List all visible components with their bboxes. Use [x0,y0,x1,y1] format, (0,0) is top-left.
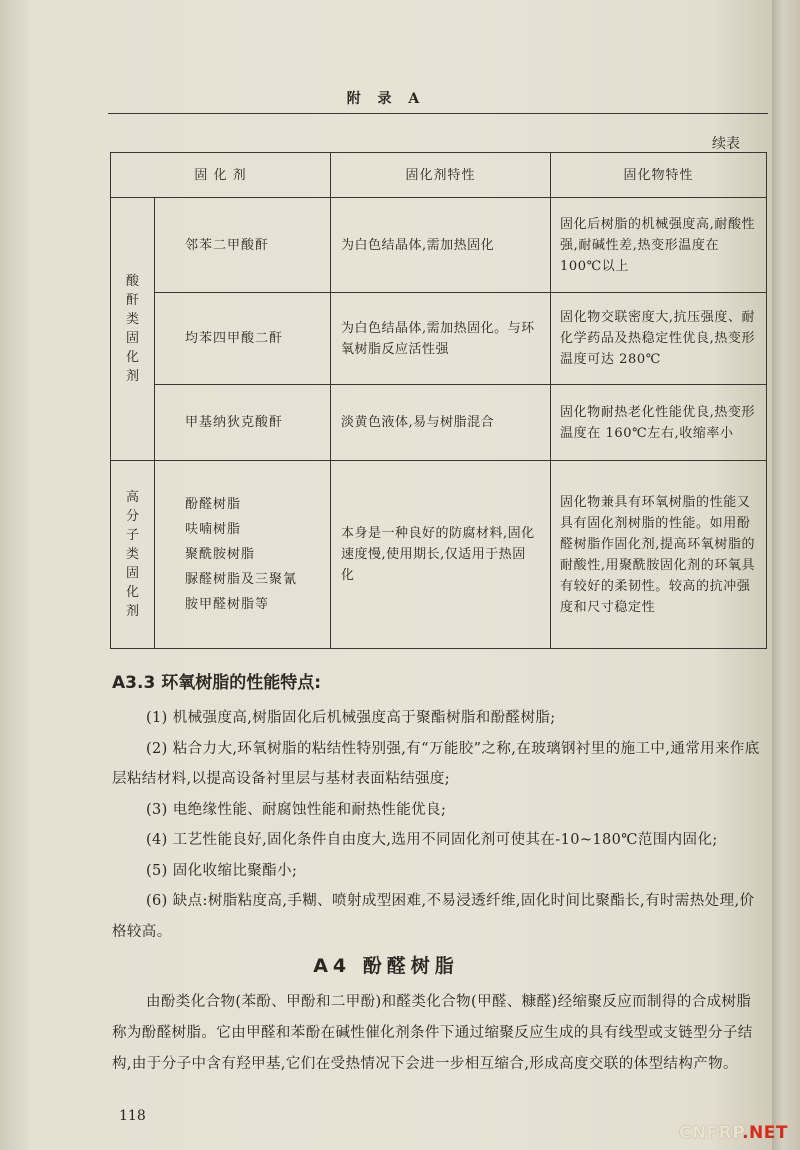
group-label-polymer: 高 分 子 类 固 化 剂 [111,461,155,649]
list-item: (5) 固化收缩比聚酯小; [146,862,298,879]
table-header-row [111,153,767,198]
cured-property: 固化物交联密度大,抗压强度、耐化学药品及热稳定性优良,热变形温度可达 280℃ [551,293,767,385]
agent-name: 均苯四甲酸二酐 [155,293,331,385]
list-item: (3) 电绝缘性能、耐腐蚀性能和耐热性能优良; [146,801,447,818]
cured-property: 固化物耐热老化性能优良,热变形温度在 160℃左右,收缩率小 [551,385,767,461]
running-head: 附 录 A [346,91,426,107]
agent-property: 为白色结晶体,需加热固化。与环氧树脂反应活性强 [331,293,551,385]
section-heading-a4: A4 酚醛树脂 [313,955,459,977]
watermark-logo: CNFRP.NET [678,1123,788,1143]
cured-property: 固化后树脂的机械强度高,耐酸性强,耐碱性差,热变形温度在100℃以上 [551,198,767,293]
list-item: (1) 机械强度高,树脂固化后机械强度高于聚酯树脂和酚醛树脂; [146,710,556,726]
a4-paragraph-block [112,987,766,1080]
agent-property: 淡黄色液体,易与树脂混合 [331,385,551,461]
curing-agent-table [110,152,767,649]
table-row [111,293,767,385]
header-agent-property: 固化剂特性 [331,153,551,198]
agent-name: 邻苯二甲酸酐 [155,198,331,293]
continued-label: 续表 [712,136,740,152]
page-number: 118 [119,1108,146,1124]
section-heading-a33: A3.3 环氧树脂的性能特点: [112,673,321,693]
list-item: (2) 粘合力大,环氧树脂的粘结性特别强,有“万能胶”之称,在玻璃钢衬里的施工中,通常用来作底层粘结材料,以提高设备衬里层与基材表面粘结强度; [112,740,760,787]
agent-property: 为白色结晶体,需加热固化 [331,198,551,293]
cured-property: 固化物兼具有环氧树脂的性能又具有固化剂树脂的性能。如用酚醛树脂作固化剂,提高环氧树脂的耐酸性,用聚酰胺固化剂的环氧具有较好的柔韧性。较高的抗冲强度和尺寸稳定性 [551,461,767,649]
table-row [111,461,767,649]
property-list [112,703,766,947]
list-item: (6) 缺点:树脂粘度高,手糊、喷射成型困难,不易浸透纤维,固化时间比聚酯长,有时需热处理,价格较高。 [112,893,755,940]
agent-property: 本身是一种良好的防腐材料,固化速度慢,使用期长,仅适用于热固化 [331,461,551,649]
table-row [111,385,767,461]
header-cured-property: 固化物特性 [551,153,767,198]
table-row [111,198,767,293]
agent-list: 酚醛树脂 呋喃树脂 聚酰胺树脂 脲醛树脂及三聚氰 胺甲醛树脂等 [155,461,331,649]
page-edge [772,0,800,1150]
header-rule [108,113,768,114]
header-curing-agent: 固 化 剂 [111,153,331,198]
body-paragraph: 由酚类化合物(苯酚、甲酚和二甲酚)和醛类化合物(甲醛、糠醛)经缩聚反应而制得的合成树脂称为酚醛树脂。它由甲醛和苯酚在碱性催化剂条件下通过缩聚反应生成的具有线型或支链型分子结构,由于分子中含有羟甲基,它们在受热情况下会进一步相互缩合,形成高度交联的体型结构产物。 [112,994,753,1072]
agent-name: 甲基纳狄克酸酐 [155,385,331,461]
list-item: (4) 工艺性能良好,固化条件自由度大,选用不同固化剂可使其在-10~180℃范围内固化; [146,832,718,848]
group-label-anhydride: 酸 酐 类 固 化 剂 [111,198,155,461]
